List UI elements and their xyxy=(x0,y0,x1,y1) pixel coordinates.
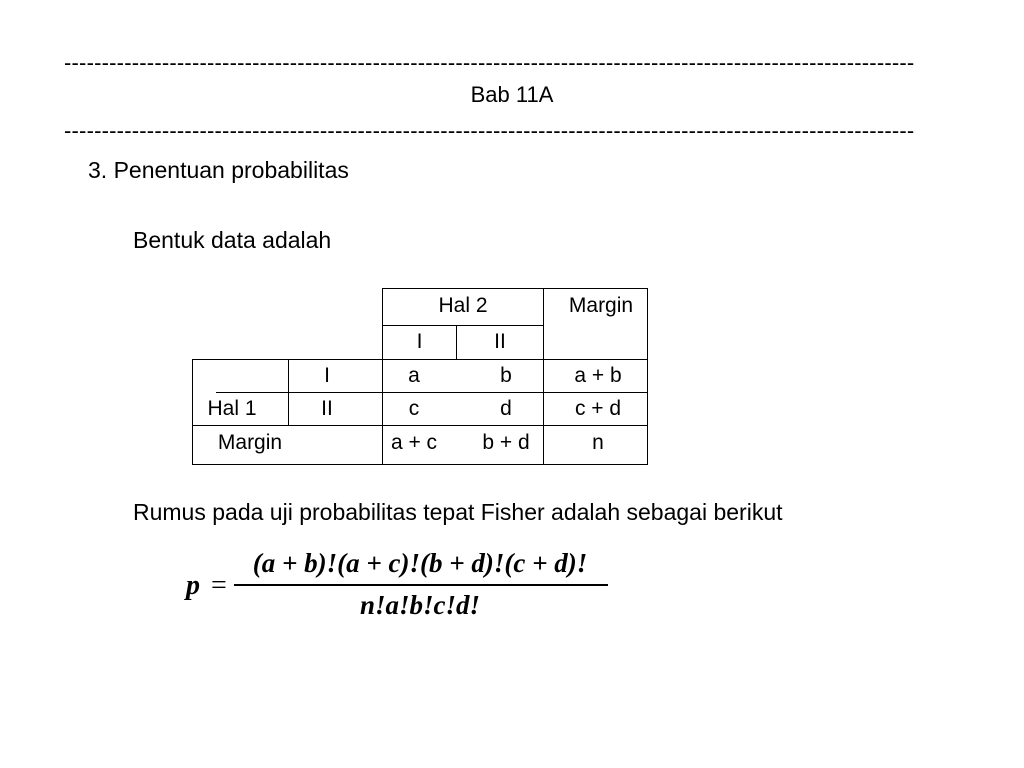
formula-equals: = xyxy=(211,570,227,601)
table-border xyxy=(192,464,648,465)
header-dashes-top: ----------------------------------------------------------------------------------------------------------------- xyxy=(64,52,915,74)
header-dashes-bottom: ----------------------------------------------------------------------------------------------------------------- xyxy=(64,120,915,142)
col-group-label: Hal 2 xyxy=(438,294,488,317)
formula-denominator: n!a!b!c!d! xyxy=(359,590,481,620)
table-border xyxy=(192,425,648,426)
table-border xyxy=(382,325,544,326)
table-border xyxy=(192,359,648,360)
cell-b: b xyxy=(500,364,512,387)
cell-a: a xyxy=(408,364,420,387)
col-II-label: II xyxy=(494,330,506,353)
table-border xyxy=(382,288,648,289)
cell-d: d xyxy=(500,397,512,420)
table-border xyxy=(382,288,383,465)
row-group-label: Hal 1 xyxy=(207,397,257,420)
formula-lhs xyxy=(186,570,227,602)
formula-p: p xyxy=(186,570,200,601)
row-II-label: II xyxy=(321,397,333,420)
intro-text: Bentuk data adalah xyxy=(133,227,332,253)
fraction-bar xyxy=(234,584,608,586)
cell-b-plus-d: b + d xyxy=(482,431,530,454)
fisher-formula xyxy=(180,548,620,628)
cell-a-plus-b: a + b xyxy=(574,364,622,387)
col-I-label: I xyxy=(416,330,423,353)
margin-row-label: Margin xyxy=(217,431,283,454)
cell-c-plus-d: c + d xyxy=(574,397,622,420)
formula-intro-text: Rumus pada uji probabilitas tepat Fisher adalah sebagai berikut xyxy=(133,499,783,525)
row-I-label: I xyxy=(324,364,330,387)
cell-a-plus-c: a + c xyxy=(390,431,438,454)
table-border xyxy=(543,288,544,465)
table-border xyxy=(192,359,193,465)
table-border xyxy=(456,325,457,359)
table-border xyxy=(647,288,648,465)
section-heading: 3. Penentuan probabilitas xyxy=(88,157,349,183)
table-border xyxy=(288,359,289,425)
cell-n: n xyxy=(592,431,604,454)
margin-col-label: Margin xyxy=(568,294,634,317)
formula-numerator: (a + b)!(a + c)!(b + d)!(c + d)! xyxy=(252,548,588,578)
table-border xyxy=(216,392,648,393)
cell-c: c xyxy=(408,397,420,420)
page-title: Bab 11A xyxy=(470,82,554,107)
